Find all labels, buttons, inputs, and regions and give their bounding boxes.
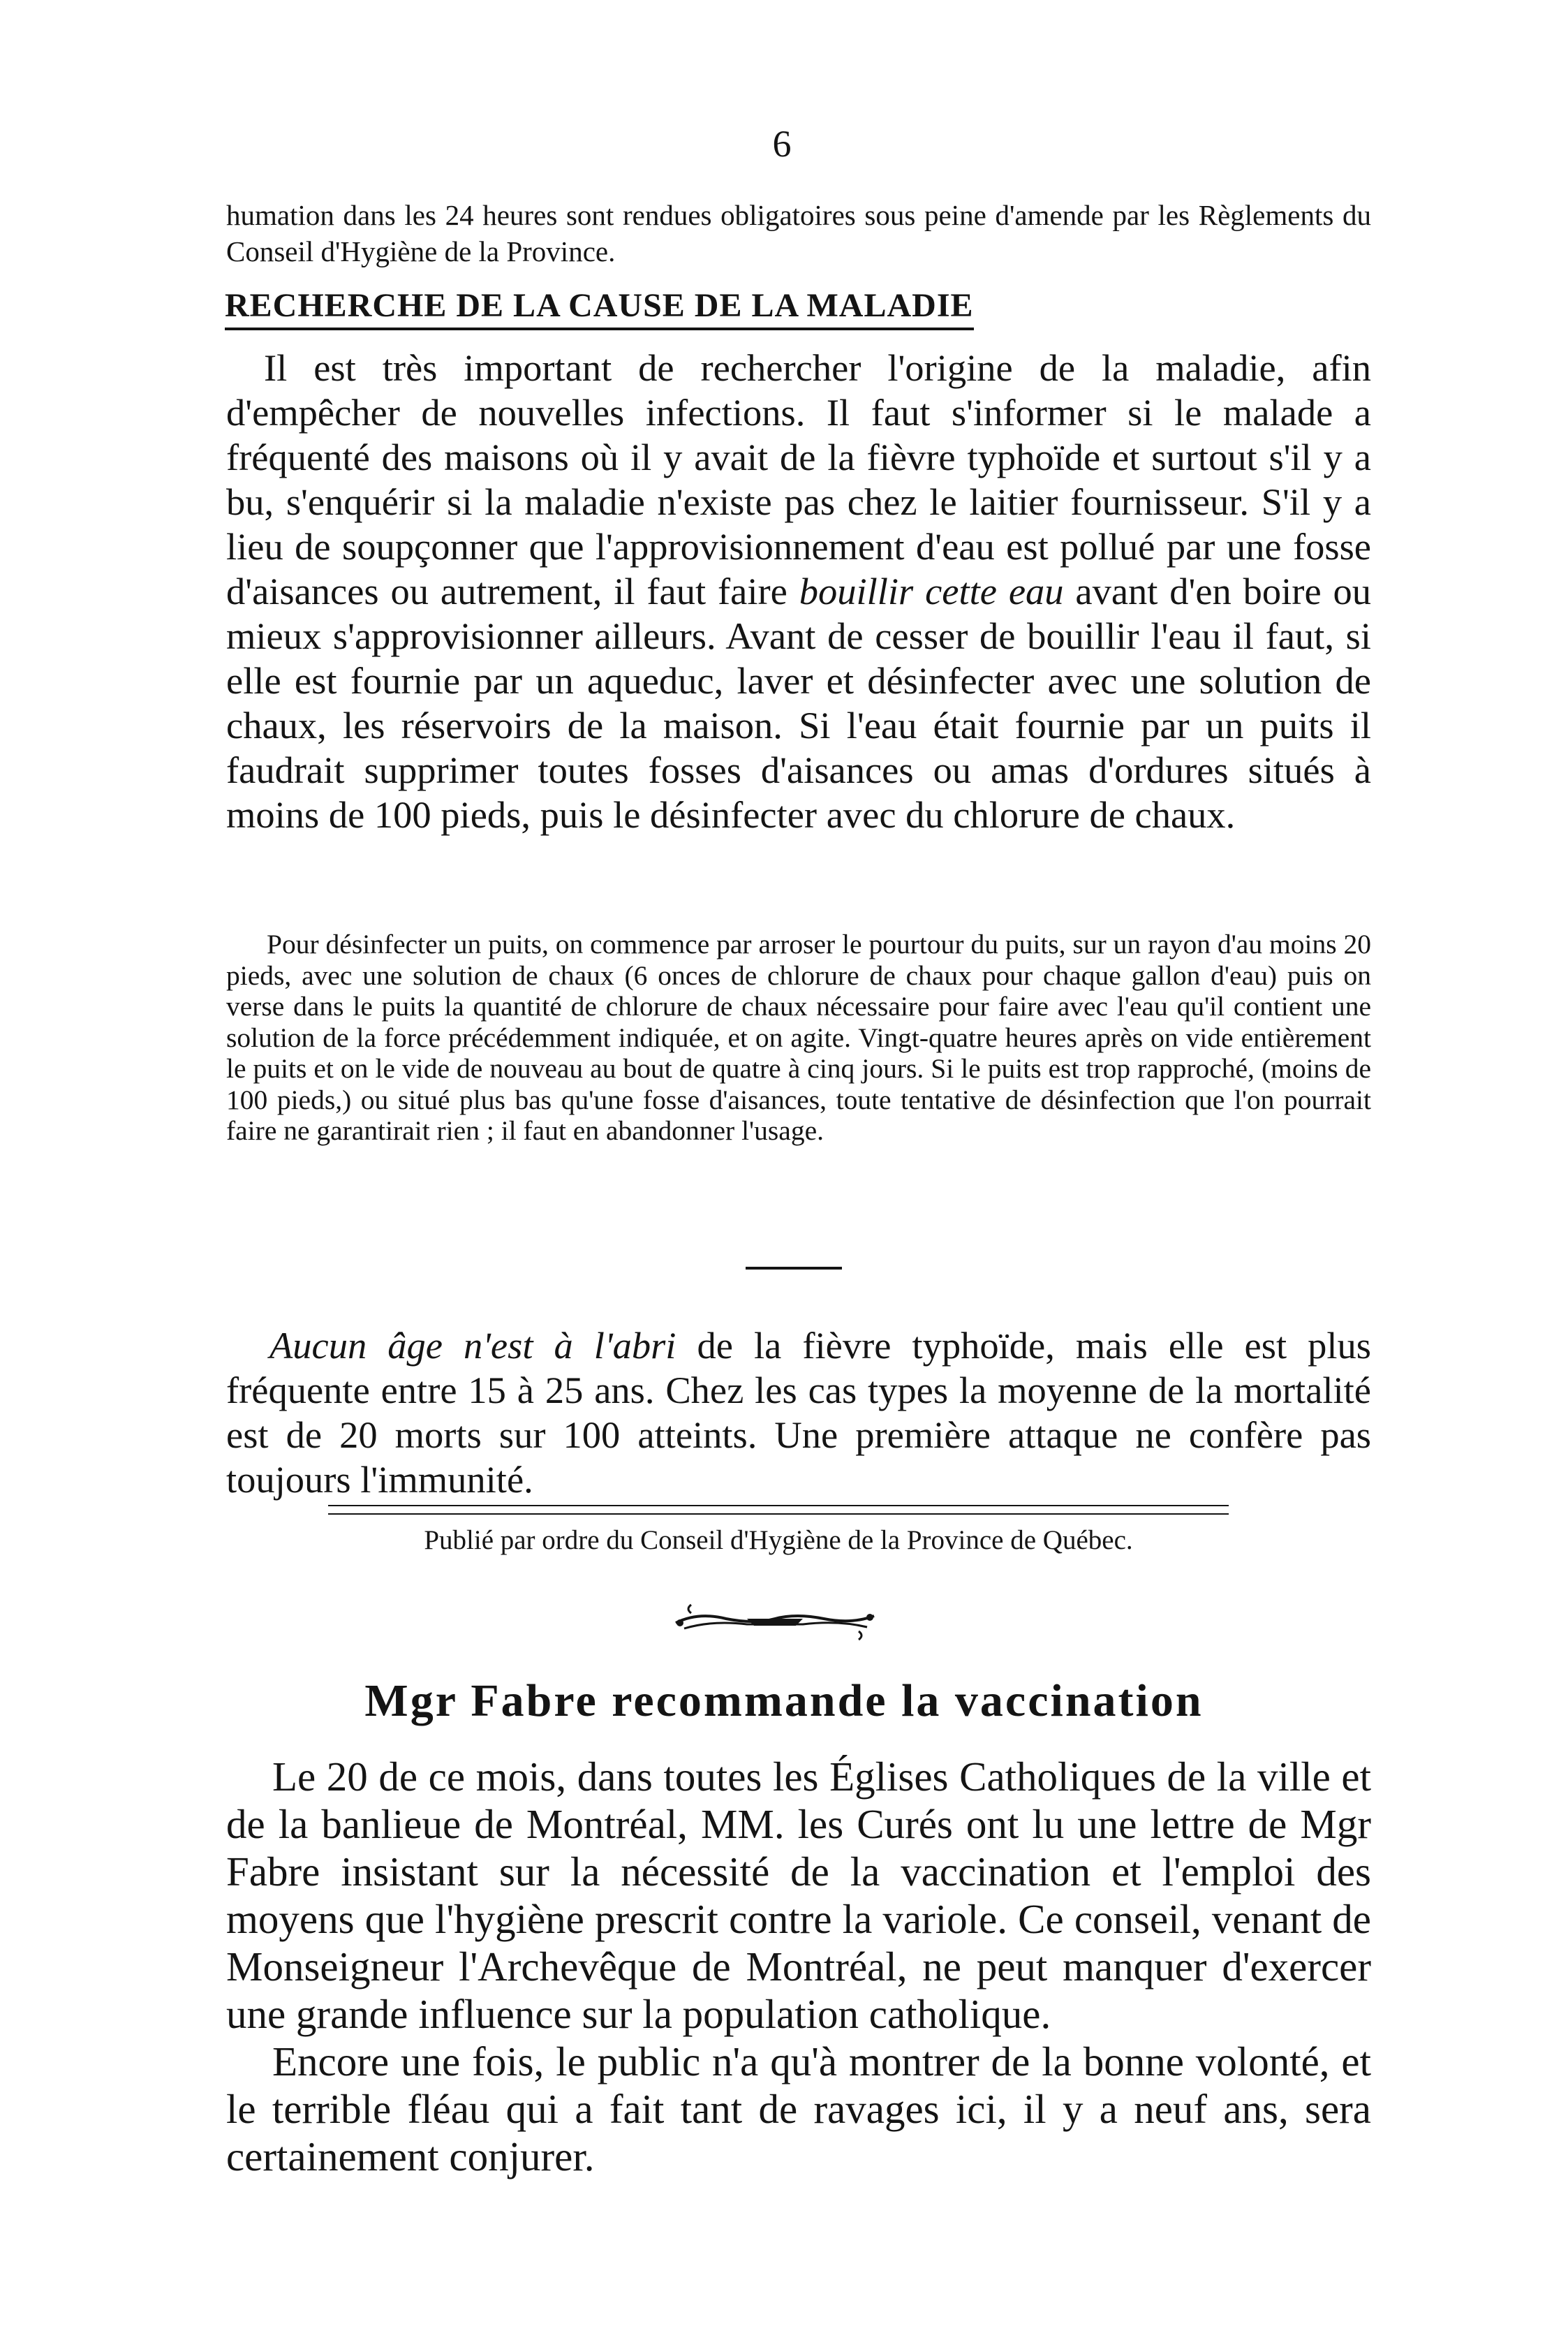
paragraph-age <box>226 1323 1371 1502</box>
italic-emphasis: Aucun âge n'est à l'abri <box>269 1324 676 1367</box>
section-heading-recherche: RECHERCHE DE LA CAUSE DE LA MALADIE <box>225 286 974 330</box>
section-heading-fabre: Mgr Fabre recommande la vaccination <box>364 1675 1204 1726</box>
publisher-note: Publié par ordre du Conseil d'Hygiène de la Province de Québec. <box>424 1525 1133 1555</box>
section-divider <box>746 1267 842 1270</box>
paragraph-desinfection-puits: Pour désinfecter un puits, on commence par arroser le pourtour du puits, sur un rayon d'au moins 20 pieds, avec une solution de chaux (6 onces de chlorure de chaux pour chaque gallon d'eau) puis on verse dans le puits la quantité de chlorure de chaux nécessaire pour faire avec l'eau qu'il contient une solution de la force précédemment indiquée, et on agite. Vingt-quatre heures après on vide entièrement le puits et on le vide de nouveau au bout de quatre à cinq jours. Si le puits est trop rapproché, (moins de 100 pieds,) ou situé plus bas qu'une fosse d'aisances, toute tentative de désinfection que l'on pourrait faire ne garantirait rien ; il faut en abandonner l'usage. <box>226 929 1371 1146</box>
decorative-scroll-ornament-icon <box>670 1598 880 1642</box>
page-number: 6 <box>772 123 792 165</box>
paragraph-text: avant d'en boire ou mieux s'approvisionner ailleurs. Avant de cesser de bouillir l'eau il faut, si elle est fournie par un aqueduc, laver et désinfecter avec une solution de chaux, les réservoirs de la maison. Si l'eau était fournie par un puits il faudrait supprimer toutes fosses d'aisances ou amas d'ordures situés à moins de 100 pieds, puis le désinfecter avec du chlorure de chaux. <box>226 570 1371 836</box>
paragraph-vaccination: Le 20 de ce mois, dans toutes les Églises Catholiques de la ville et de la banlieue de Montréal, MM. les Curés ont lu une lettre de Mgr Fabre insistant sur la nécessité de la vaccination et l'emploi des moyens que l'hygiène prescrit contre la variole. Ce conseil, venant de Monseigneur l'Archevêque de Montréal, ne peut manquer d'exercer une grande influence sur la population catholique. <box>226 1753 1371 2037</box>
paragraph-recherche <box>226 346 1371 837</box>
article-fabre <box>226 1753 1371 2180</box>
intro-text: humation dans les 24 heures sont rendues obligatoires sous peine d'amende par les Règlements du Conseil d'Hygiène de la Province. <box>226 199 1371 267</box>
double-rule-divider <box>328 1505 1229 1515</box>
paragraph-text: de la fièvre typhoïde, mais elle est plus fréquente entre 15 à 25 ans. Chez les cas types la moyenne de la mortalité est de 20 morts sur 100 atteints. Une première attaque ne confère pas toujours l'immunité. <box>226 1324 1371 1501</box>
italic-emphasis: bouillir cette eau <box>799 570 1064 612</box>
paragraph-encore: Encore une fois, le public n'a qu'à montrer de la bonne volonté, et le terrible fléau qui a fait tant de ravages ici, il y a neuf ans, sera certainement conjurer. <box>226 2038 1371 2179</box>
paragraph-text: Il est très important de rechercher l'origine de la maladie, afin d'empêcher de nouvelles infections. Il faut s'informer si le malade a fréquenté des maisons où il y avait de la fièvre typhoïde et surtout s'il y a bu, s'enquérir si la maladie n'existe pas chez le laitier fournisseur. S'il y a lieu de soupçonner que l'approvisionnement d'eau est pollué par une fosse d'aisances ou autrement, il faut faire <box>226 346 1371 612</box>
